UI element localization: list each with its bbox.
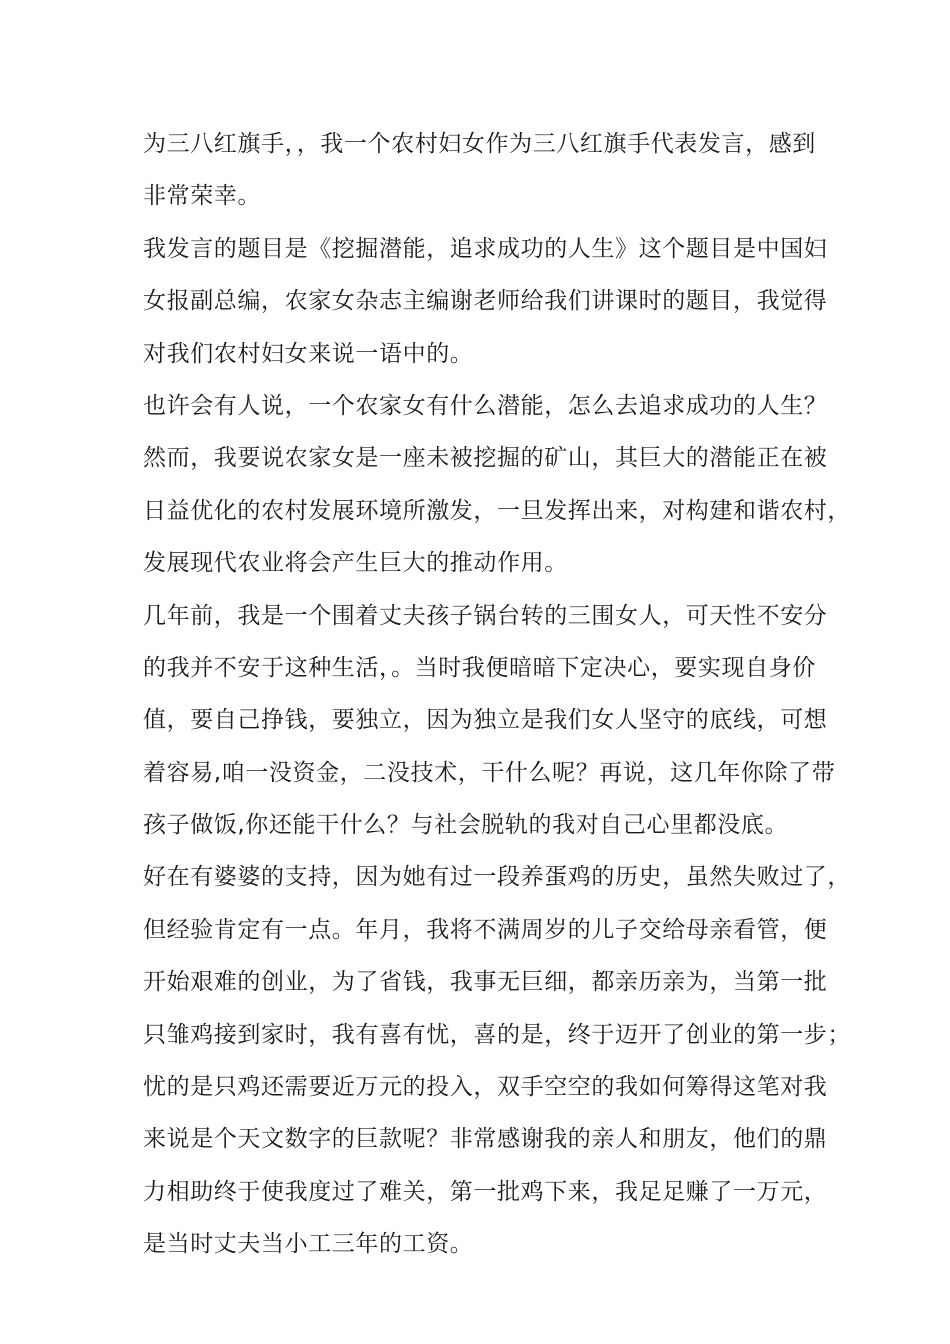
text-line-19: 忧的是只鸡还需要近万元的投入，双手空空的我如何筹得这笔对我 (143, 1074, 828, 1101)
text-line-15: 好在有婆婆的支持，因为她有过一段养蛋鸡的历史，虽然失败过了， (143, 864, 851, 891)
text-line-12: 值，要自己挣钱，要独立，因为独立是我们女人坚守的底线，可想 (143, 707, 828, 734)
text-line-9: 发展现代农业将会产生巨大的推动作用。 (143, 550, 568, 577)
document-body (143, 118, 851, 1271)
text-line-13: 着容易,咱一没资金，二没技术，干什么呢？再说，这几年你除了带 (143, 759, 836, 786)
text-line-2: 非常荣幸。 (143, 183, 261, 210)
text-line-17: 开始艰难的创业，为了省钱，我事无巨细，都亲历亲为，当第一批 (143, 969, 828, 996)
text-line-4: 女报副总编，农家女杂志主编谢老师给我们讲课时的题目，我觉得 (143, 288, 828, 315)
text-line-11: 的我并不安于这种生活，。当时我便暗暗下定决心，要实现自身价 (143, 654, 816, 681)
text-line-7: 然而，我要说农家女是一座未被挖掘的矿山，其巨大的潜能正在被 (143, 445, 828, 472)
text-line-5: 对我们农村妇女来说一语中的。 (143, 340, 474, 367)
text-line-14: 孩子做饭,你还能干什么？与社会脱轨的我对自己心里都没底。 (143, 812, 789, 839)
text-line-3: 我发言的题目是《挖掘潜能，追求成功的人生》这个题目是中国妇 (143, 235, 828, 262)
text-line-16: 但经验肯定有一点。年月，我将不满周岁的儿子交给母亲看管，便 (143, 916, 828, 943)
text-line-22: 是当时丈夫当小工三年的工资。 (143, 1231, 474, 1258)
text-line-20: 来说是个天文数字的巨款呢？非常感谢我的亲人和朋友，他们的鼎 (143, 1126, 828, 1153)
text-line-18: 只雏鸡接到家时，我有喜有忧，喜的是，终于迈开了创业的第一步； (143, 1021, 851, 1048)
text-line-8: 日益优化的农村发展环境所激发，一旦发挥出来，对构建和谐农村， (143, 497, 851, 524)
text-line-10: 几年前，我是一个围着丈夫孩子锅台转的三围女人，可天性不安分 (143, 602, 828, 629)
text-line-21: 力相助终于使我度过了难关，第一批鸡下来，我足足赚了一万元， (143, 1178, 828, 1205)
text-line-6: 也许会有人说，一个农家女有什么潜能，怎么去追求成功的人生？ (143, 392, 828, 419)
text-line-1: 为三八红旗手，，我一个农村妇女作为三八红旗手代表发言，感到 (143, 131, 816, 157)
